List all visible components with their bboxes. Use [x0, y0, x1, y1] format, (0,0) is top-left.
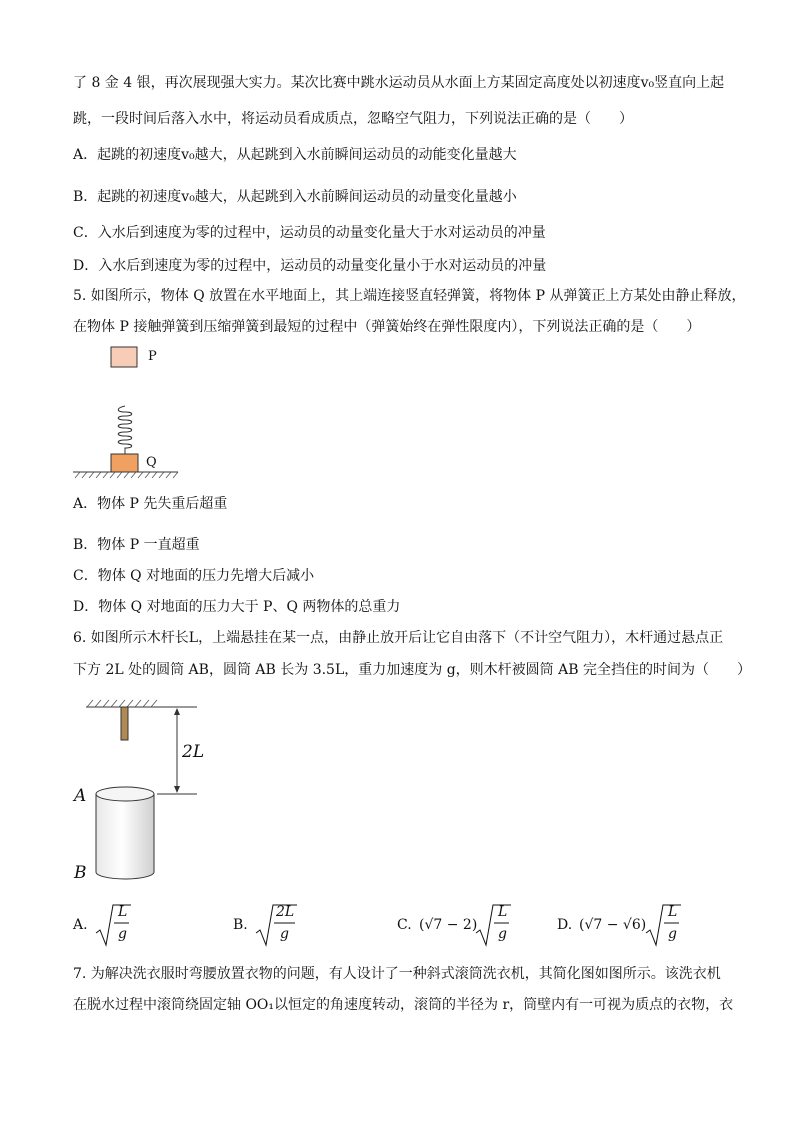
q6-option-d-letter: D. — [557, 917, 573, 933]
ground-hatch — [75, 472, 178, 478]
q6-option-b-letter: B. — [233, 917, 248, 933]
label-a: A — [74, 786, 87, 806]
q5-stem-line2: 在物体 P 接触弹簧到压缩弹簧到最短的过程中（弹簧始终在弹性限度内），下列说法正确的是（ ） — [73, 319, 701, 335]
spring-diagram — [70, 340, 190, 485]
q4-stem-line2: 跳，一段时间后落入水中，将运动员看成质点，忽略空气阻力，下列说法正确的是（ ） — [73, 111, 633, 127]
q7-stem-line1: 7. 为解决洗衣服时弯腰放置衣物的问题，有人设计了一种斜式滚筒洗衣机，其简化图如图所示。该洗衣机 — [73, 966, 721, 982]
wooden-rod — [121, 707, 128, 740]
arrow-head-up — [174, 708, 180, 715]
q6-option-d-coef: (√7 − √6) — [579, 917, 647, 933]
q6-option-c-num: L — [498, 904, 508, 920]
q4-option-a: A．起跳的初速度v₀越大，从起跳到入水前瞬间运动员的动能变化量越大 — [73, 147, 517, 163]
q6-option-d — [557, 904, 678, 942]
q5-stem-line1: 5. 如图所示，物体 Q 放置在水平地面上，其上端连接竖直轻弹簧，将物体 P 从弹簧正上方某处由静止释放， — [73, 288, 746, 304]
q4-stem-line1: 了 8 金 4 银，再次展现强大实力。某次比赛中跳水运动员从水面上方某固定高度处以初速度v₀竖直向上起 — [73, 75, 725, 91]
label-2l: 2L — [182, 742, 205, 762]
q6-option-c-den: g — [498, 926, 507, 942]
block-p — [111, 347, 137, 367]
q5-option-d: D．物体 Q 对地面的压力大于 P、Q 两物体的总重力 — [73, 599, 401, 615]
ceiling-hatch — [87, 700, 157, 707]
cylinder-top — [96, 787, 154, 801]
q4-option-d: D．入水后到速度为零的过程中，运动员的动量变化量小于水对运动员的冲量 — [73, 258, 547, 274]
q6-option-a — [73, 904, 128, 942]
q6-option-a-num: L — [118, 904, 128, 920]
q5-option-a: A．物体 P 先失重后超重 — [73, 496, 228, 512]
q5-option-c: C．物体 Q 对地面的压力先增大后减小 — [73, 568, 315, 584]
q5-option-b: B．物体 P 一直超重 — [73, 537, 200, 553]
q6-stem-line2: 下方 2L 处的圆筒 AB，圆筒 AB 长为 3.5L，重力加速度为 g，则木杆被圆筒 AB 完全挡住的时间为（ ） — [73, 662, 751, 678]
q6-option-c — [397, 904, 508, 942]
q6-figure — [70, 690, 230, 890]
label-q: Q — [146, 455, 157, 470]
q4-option-c: C．入水后到速度为零的过程中，运动员的动量变化量大于水对运动员的冲量 — [73, 225, 546, 241]
q4-option-b: B．起跳的初速度v₀越大，从起跳到入水前瞬间运动员的动量变化量越小 — [73, 189, 517, 205]
q6-option-c-coef: (√7 − 2) — [419, 917, 478, 933]
q6-option-a-den: g — [118, 926, 127, 942]
label-b: B — [74, 863, 87, 883]
q6-option-b-den: g — [280, 926, 289, 942]
block-q — [111, 454, 138, 472]
q6-option-a-letter: A. — [73, 917, 88, 933]
q6-option-d-den: g — [668, 926, 677, 942]
q6-option-b — [233, 904, 295, 942]
rod-cylinder-diagram — [70, 690, 230, 890]
arrow-head-down — [174, 786, 180, 793]
q6-option-d-num: L — [668, 904, 678, 920]
cylinder-body — [96, 794, 154, 879]
q7-stem-line2: 在脱水过程中滚筒绕固定轴 OO₁以恒定的角速度转动，滚筒的半径为 r，筒壁内有一可视为质点的衣物，衣 — [73, 997, 734, 1013]
spring — [118, 406, 132, 454]
q6-option-c-letter: C. — [397, 917, 412, 933]
q6-option-b-num: 2L — [276, 904, 295, 920]
label-p: P — [148, 349, 157, 364]
q5-figure — [70, 340, 190, 485]
q6-stem-line1: 6. 如图所示木杆长L，上端悬挂在某一点，由静止放开后让它自由落下（不计空气阻力），木杆通过悬点正 — [73, 630, 724, 646]
